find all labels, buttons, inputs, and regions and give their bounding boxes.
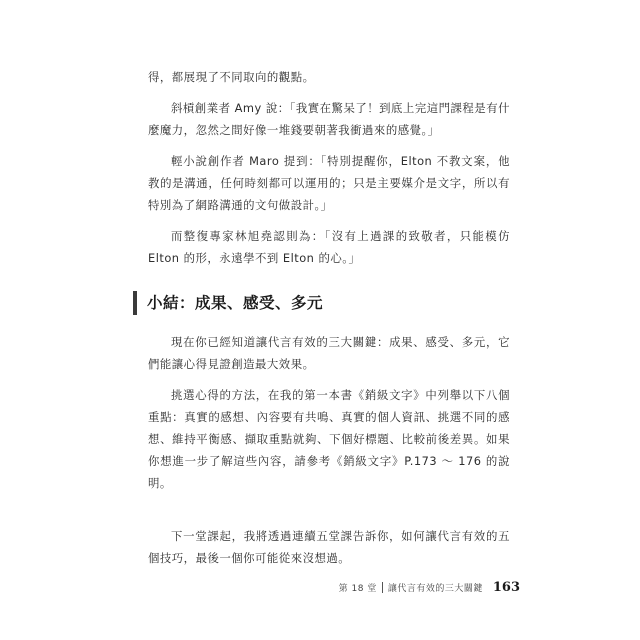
section-heading <box>133 289 510 317</box>
footer-chapter: 第 18 堂 <box>338 584 377 594</box>
heading-accent-bar <box>133 291 137 315</box>
paragraph-summary-keys: 現在你已經知道讓代言有效的三大關鍵：成果、感受、多元，它們能讓心得見證創造最大效果。 <box>148 335 510 371</box>
paragraph-summary-method: 挑選心得的方法，在我的第一本書《銷級文字》中列舉以下八個重點：真實的感想、內容要有共鳴、真實的個人資訊、挑選不同的感想、維持平衡感、擷取重點就夠、下個好標題、比較前後差異。如果你想進一步了解這些內容，請參考《銷級文字》P.173 ～ 176 的說明。 <box>148 388 510 490</box>
page-number: 163 <box>492 580 520 595</box>
paragraph-gap <box>148 503 510 525</box>
page-body <box>148 66 510 578</box>
footer-separator <box>382 582 383 593</box>
section-heading-text: 小結：成果、感受、多元 <box>147 294 324 312</box>
paragraph-closing: 下一堂課起，我將透過連續五堂課告訴你，如何讓代言有效的五個技巧，最後一個你可能從來沒想過。 <box>148 529 510 565</box>
paragraph-continuation: 得，都展現了不同取向的觀點。 <box>148 70 315 84</box>
paragraph-maro-quote: 輕小說創作者 Maro 提到：「特別提醒你，Elton 不教文案，他教的是溝通，任何時刻都可以運用的；只是主要媒介是文字，所以有特別為了網路溝通的文句做設計。」 <box>148 154 510 212</box>
footer-title: 讓代言有效的三大關鍵 <box>387 584 483 594</box>
page-footer <box>339 580 520 595</box>
paragraph-lin-quote: 而整復專家林旭堯認則為：「沒有上過課的致敬者，只能模仿 Elton 的形，永遠學不到 Elton 的心。」 <box>148 229 510 265</box>
paragraph-amy-quote: 斜槓創業者 Amy 說：「我實在驚呆了！到底上完這門課程是有什麼魔力，忽然之間好像一堆錢要朝著我衝過來的感覺。」 <box>148 101 510 137</box>
